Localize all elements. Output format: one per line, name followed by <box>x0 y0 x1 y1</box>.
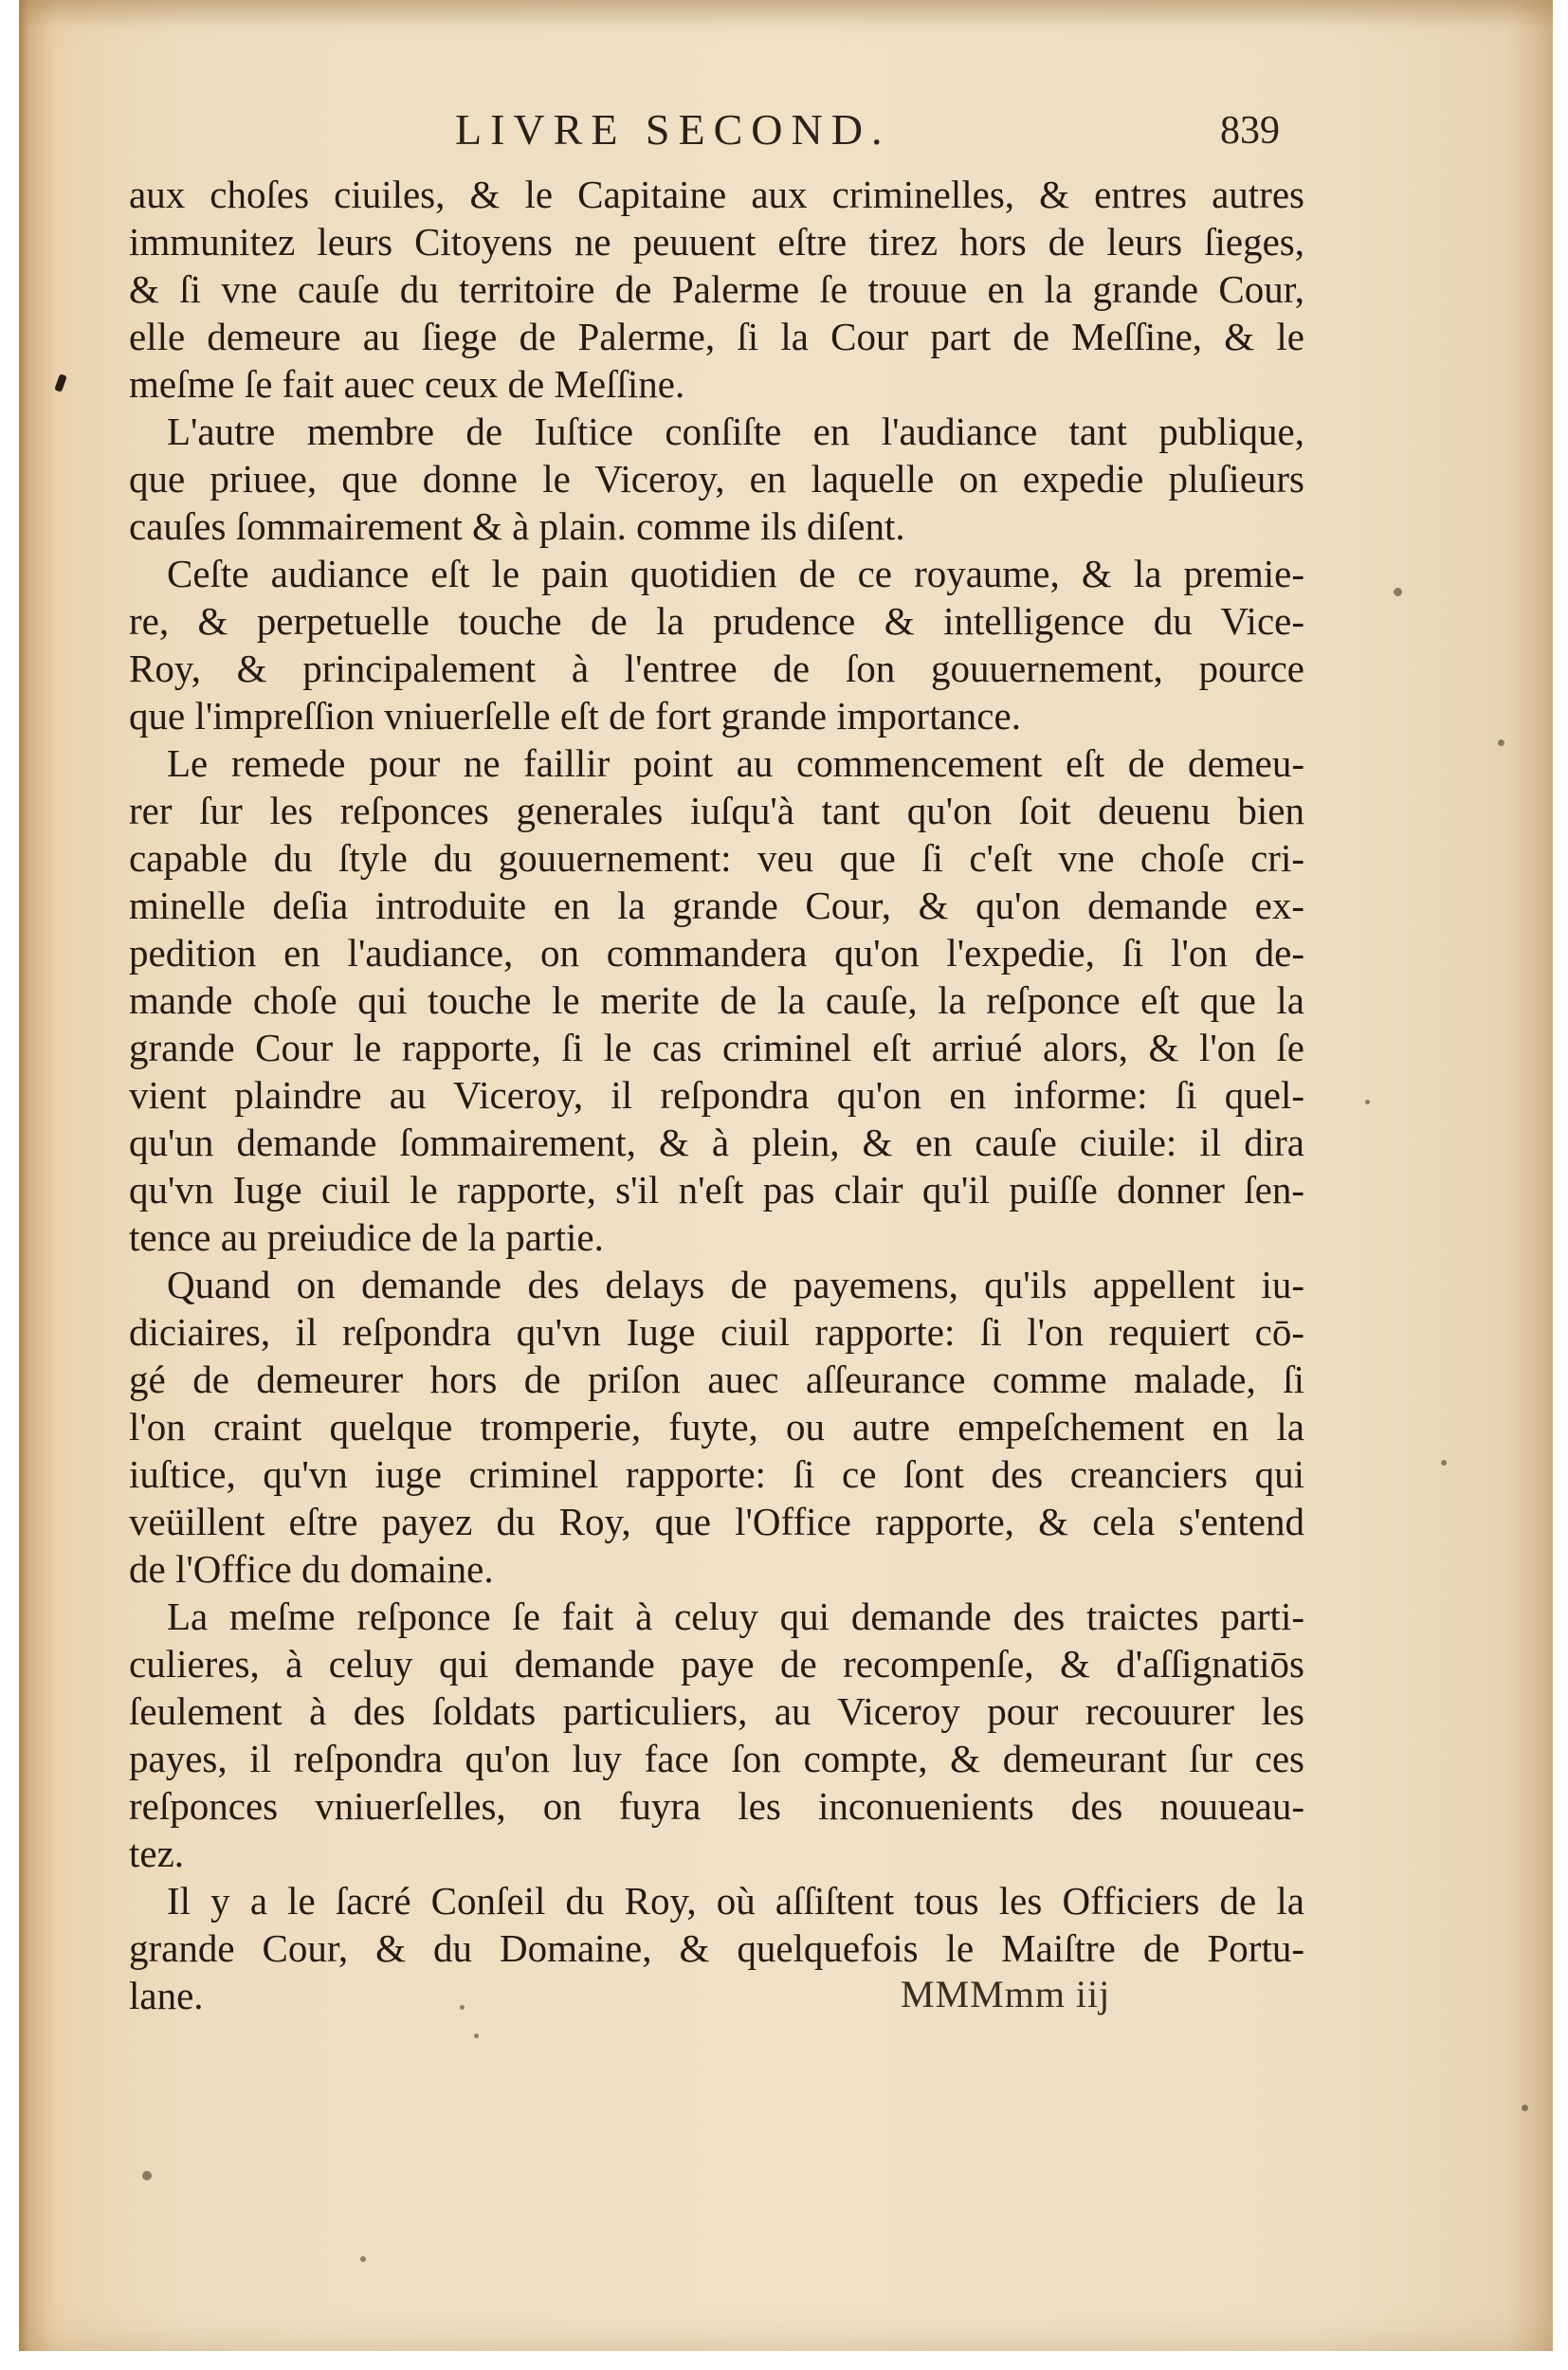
running-title: LIVRE SECOND. <box>455 105 891 154</box>
text-line: Quand on demande des delays de payemens, qu'ils appellent iu- <box>167 1263 1304 1306</box>
text-line: l'on craint quelque tromperie, fuyte, ou autre empeſchement en la <box>129 1405 1304 1449</box>
paper-speck <box>1441 1460 1447 1466</box>
text-line: rer ſur les reſponces generales iuſqu'à tant qu'on ſoit deuenu bien <box>129 789 1304 832</box>
paper-speck <box>474 2033 479 2038</box>
page-number: 839 <box>1220 109 1280 153</box>
text-line: tez. <box>129 1832 185 1875</box>
text-line: tence au preiudice de la partie. <box>129 1215 604 1259</box>
text-line: lane. <box>129 1974 204 2017</box>
text-line: aux choſes ciuiles, & le Capitaine aux criminelles, & entres autres <box>129 173 1304 216</box>
text-line: Ceſte audiance eſt le pain quotidien de ce royaume, & la premie- <box>167 552 1304 595</box>
paper-speck <box>1394 588 1402 596</box>
text-line: iuſtice, qu'vn iuge criminel rapporte: ſi ce ſont des creanciers qui <box>129 1452 1304 1496</box>
body-text <box>129 171 1304 2019</box>
paper-speck <box>142 2171 152 2180</box>
text-line: grande Cour le rapporte, ſi le cas criminel eſt arriué alors, & l'on ſe <box>129 1026 1304 1069</box>
text-line: qu'un demande ſommairement, & à plein, & en cauſe ciuile: il dira <box>129 1121 1304 1164</box>
book-page <box>19 0 1553 2351</box>
text-line: Roy, & principalement à l'entree de ſon gouuernement, pource <box>129 647 1304 690</box>
text-line: ſeulement à des ſoldats particuliers, au Viceroy pour recouurer les <box>129 1689 1304 1733</box>
text-line: qu'vn Iuge ciuil le rapporte, s'il n'eſt pas clair qu'il puiſſe donner ſen- <box>129 1168 1304 1212</box>
text-line: L'autre membre de Iuſtice conſiſte en l'audiance tant publique, <box>167 410 1304 453</box>
text-line: veüillent eſtre payez du Roy, que l'Office rapporte, & cela s'entend <box>129 1500 1304 1543</box>
text-line: gé de demeurer hors de priſon auec aſſeurance comme malade, ſi <box>129 1358 1304 1401</box>
text-line: minelle deſia introduite en la grande Cour, & qu'on demande ex- <box>129 884 1304 927</box>
paper-speck <box>1522 2105 1528 2111</box>
text-line: La meſme reſponce ſe fait à celuy qui demande des traictes parti- <box>167 1595 1304 1638</box>
text-line: diciaires, il reſpondra qu'vn Iuge ciuil rapporte: ſi l'on requiert cō- <box>129 1310 1304 1354</box>
paper-speck <box>1365 1100 1370 1104</box>
page-shadow <box>19 0 1553 28</box>
text-line: elle demeure au ſiege de Palerme, ſi la Cour part de Meſſine, & le <box>129 315 1304 358</box>
paper-speck <box>360 2256 366 2262</box>
signature-mark: MMMmm iij <box>901 1973 1111 2015</box>
text-line: Il y a le ſacré Conſeil du Roy, où aſſiſtent tous les Officiers de la <box>167 1879 1304 1923</box>
page-header <box>104 104 1318 171</box>
text-line: meſme ſe fait auec ceux de Meſſine. <box>129 362 685 406</box>
paper-speck <box>460 2005 465 2010</box>
paper-speck <box>1498 739 1504 746</box>
text-line: culieres, à celuy qui demande paye de recompenſe, & d'aſſignatiōs <box>129 1642 1304 1686</box>
text-line: cauſes ſommairement & à plain. comme ils diſent. <box>129 504 905 548</box>
text-line: re, & perpetuelle touche de la prudence & intelligence du Vice- <box>129 599 1304 643</box>
text-line: pedition en l'audiance, on commandera qu'on l'expedie, ſi l'on de- <box>129 931 1304 975</box>
text-line: Le remede pour ne faillir point au commencement eſt de demeu- <box>167 741 1304 785</box>
margin-ink-mark <box>54 374 67 392</box>
text-line: de l'Office du domaine. <box>129 1547 494 1591</box>
text-line: & ſi vne cauſe du territoire de Palerme ſe trouue en la grande Cour, <box>129 267 1304 311</box>
text-line: mande choſe qui touche le merite de la cauſe, la reſponce eſt que la <box>129 978 1304 1022</box>
text-line: que l'impreſſion vniuerſelle eſt de fort grande importance. <box>129 694 1021 738</box>
text-line: immunitez leurs Citoyens ne peuuent eſtre tirez hors de leurs ſieges, <box>129 220 1304 264</box>
text-line: reſponces vniuerſelles, on fuyra les inconuenients des nouueau- <box>129 1784 1304 1828</box>
text-line: grande Cour, & du Domaine, & quelquefois le Maiſtre de Portu- <box>129 1926 1304 1970</box>
text-line: payes, il reſpondra qu'on luy face ſon compte, & demeurant ſur ces <box>129 1737 1304 1780</box>
text-line: capable du ſtyle du gouuernement: veu que ſi c'eſt vne choſe cri- <box>129 836 1304 880</box>
text-line: vient plaindre au Viceroy, il reſpondra qu'on en informe: ſi quel- <box>129 1073 1304 1117</box>
text-line: que priuee, que donne le Viceroy, en laquelle on expedie pluſieurs <box>129 457 1304 501</box>
